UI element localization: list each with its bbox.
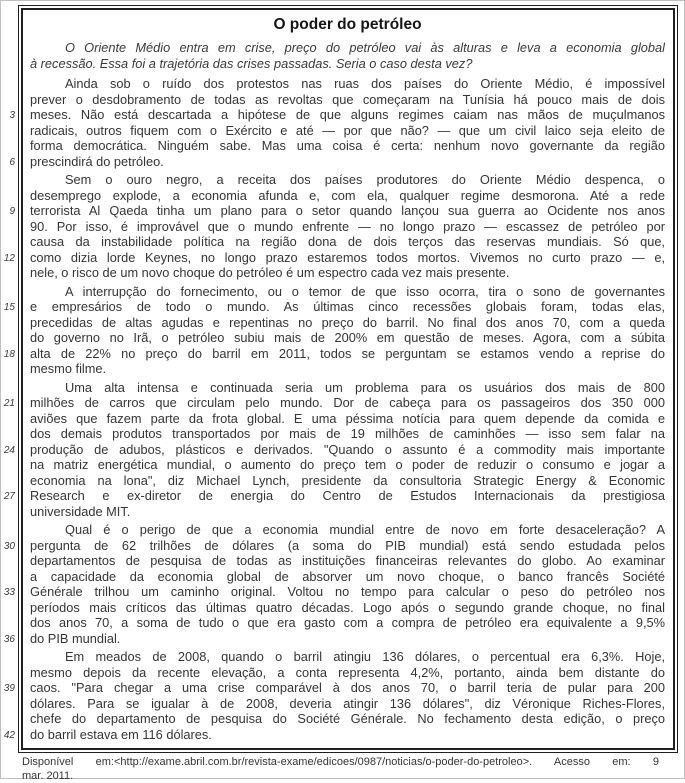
text-line: Qual é o perigo de que a economia mundial entre de novo em forte desaceleração? A — [65, 522, 665, 537]
line-number: 6 — [9, 156, 15, 168]
text-line: Em meados de 2008, quando o barril atingiu 136 dólares, o percentual era 6,3%. Hoje, — [65, 649, 665, 664]
text-line: produção de adubos, plásticos e derivados. "Quando o assunto é a commodity mais importante — [30, 441, 665, 457]
text-line: dos demais produtos transportados por mais de 19 milhões de caminhões — isso sem falar na — [30, 426, 665, 441]
text-line: precedidas de altas agudas e repentinas no preço do barril. No final dos anos 70, com a queda — [30, 314, 665, 330]
text-line: dos anos 70, a soma de tudo o que era gasto com a compra de petróleo era equivalente a 9,5% — [30, 615, 665, 630]
text-line: como dizia lorde Keynes, no longo prazo estaremos todos mortos. Vivemos no curto prazo — e, — [30, 249, 665, 265]
line-number: 15 — [3, 302, 15, 313]
text-line: a capacidade da economia global de absorver um novo choque, o banco francês Société — [30, 568, 665, 584]
text-line: mesmo filme. — [30, 361, 107, 376]
text-line: chefe do departamento de pesquisa do Société Générale. No fechamento desta edição, o preço — [30, 711, 665, 726]
line-number: 39 — [3, 683, 15, 694]
text-line: aviões que fazem parte da frota global. E uma péssima notícia para quem depende da comida e — [30, 410, 665, 426]
text-line: milhões de carros que circulam pelo mundo. Dor de cabeça para os passageiros dos 350 000 — [30, 395, 665, 410]
text-line: terrorista Al Qaeda tinha um plano para o setor quando lançou sua guerra ao Ocidente nos anos — [30, 203, 665, 218]
subtitle-line: à recessão. Essa foi a trajetória das crises passadas. Seria o caso desta vez? — [30, 55, 473, 71]
text-line: economia na lona", diz Michael Lynch, presidente da consultoria Strategic Energy & Economic — [30, 472, 665, 488]
line-number: 30 — [3, 540, 15, 552]
text-line: dólares. Para se igualar à de 2008, deveria atingir 136 dólares", diz Véronique Riches-Flores, — [30, 695, 665, 711]
text-line: radicais, outros fiquem com o Exército e até — por que não? — que um civil laico seja eleito de — [30, 122, 665, 138]
text-line: do barril estava em 116 dólares. — [30, 726, 212, 742]
text-box-border — [18, 5, 678, 753]
text-line: causa da instabilidade política na região dona de dois terços das reservas mundiais. Só que, — [30, 234, 665, 249]
line-number: 12 — [3, 252, 15, 264]
text-line: períodos mais críticos das últimas quatro décadas. Logo após o segundo grande choque, no final — [30, 599, 665, 615]
text-line: departamentos de pesquisa de todas as instituições financeiras relevantes do globo. Ao examinar — [30, 553, 665, 568]
paragraph — [30, 522, 665, 646]
line-number: 9 — [9, 206, 15, 217]
paragraph — [30, 76, 665, 169]
text-line: A interrupção do fornecimento, ou o temor de que isso ocorra, tira o sono de governantes — [65, 283, 665, 299]
line-number: 36 — [3, 633, 15, 645]
article-body — [30, 76, 665, 742]
text-line: Ainda sob o ruído dos protestos nas ruas dos países do Oriente Médio, é impossível — [65, 76, 665, 91]
citation-line: mar. 2011. — [22, 770, 74, 782]
text-line: do governo no Irã, o petróleo subiu mais de 200% em questão de meses. Agora, com a súbita — [30, 330, 665, 345]
text-line: pergunta de 62 trilhões de dólares (a soma do PIB mundial) está sendo estudada pelos — [30, 537, 665, 553]
article-title: O poder do petróleo — [273, 16, 422, 33]
article-subtitle — [30, 40, 665, 71]
line-number: 18 — [3, 348, 15, 360]
line-number: 33 — [3, 587, 15, 598]
text-line: Générale trilhou um caminho original. Voltou no tempo para calcular o peso do petróleo nos — [30, 584, 665, 599]
line-number: 3 — [9, 110, 15, 121]
paragraph — [30, 649, 665, 742]
text-line: universidade MIT. — [30, 503, 131, 519]
text-line: caos. "Para chegar a uma crise comparável à dos anos 70, o barril teria de pular para 200 — [30, 680, 665, 695]
text-line: Uma alta intensa e continuada seria um problema para os usuários dos mais de 800 — [65, 379, 665, 395]
text-line: 90. Por isso, é improvável que o mundo enfrente — no longo prazo — escassez de petróleo por — [30, 218, 665, 234]
text-line: mesmo depois da recente elevação, a conta representa 4,2%, portanto, ainda bem distante do — [30, 664, 665, 680]
text-line: desemprego explode, a economia afunda e, com ela, qualquer regime desmorona. Até a rede — [30, 187, 665, 203]
text-line: e empresários de todo o mundo. As últimas cinco recessões globais foram, todas elas, — [30, 299, 665, 314]
text-line: Research e ex-diretor de energia do Centro de Estudos Internacionais da prestigiosa — [30, 488, 665, 503]
text-line: do PIB mundial. — [30, 630, 121, 646]
text-line: na matriz energética mundial, o aumento do preço tem o poder de reduzir o consumo e jogar a — [30, 457, 665, 472]
paragraph — [30, 172, 665, 281]
text-line: prescindirá do petróleo. — [30, 153, 164, 169]
paragraph — [30, 284, 665, 377]
text-line: meses. Não está descartada a hipótese de que alguns regimes caiam nas mãos de muçulmanos — [30, 107, 665, 122]
line-number: 24 — [3, 444, 15, 456]
line-number: 21 — [3, 398, 15, 409]
paragraph — [30, 380, 665, 520]
text-box — [21, 8, 675, 750]
text-line: prever o desdobramento de todas as revoltas que começaram na Tunísia há pouco mais de dois — [30, 91, 665, 107]
line-number: 27 — [3, 491, 15, 502]
text-line: alta de 22% no preço do barril em 2011, todos se perguntam se estamos vendo a reprise do — [30, 345, 665, 361]
subtitle-line: O Oriente Médio entra em crise, preço do petróleo vai às alturas e leva a economia global — [65, 40, 665, 55]
text-line: Sem o ouro negro, a receita dos países produtores do Oriente Médio despenca, o — [65, 172, 665, 187]
text-line: forma democrática. Ninguém sabe. Mas uma coisa é certa: nenhum novo governante da região — [30, 138, 665, 153]
line-number: 42 — [3, 729, 15, 741]
citation-line: Disponível em:<http://exame.abril.com.br/revista-exame/edicoes/0987/noticias/o-poder-do-petroleo>. Acesso em: 9 — [22, 756, 659, 768]
text-line: nele, o risco de um novo choque do petróleo é um espectro cada vez mais presente. — [30, 265, 510, 280]
